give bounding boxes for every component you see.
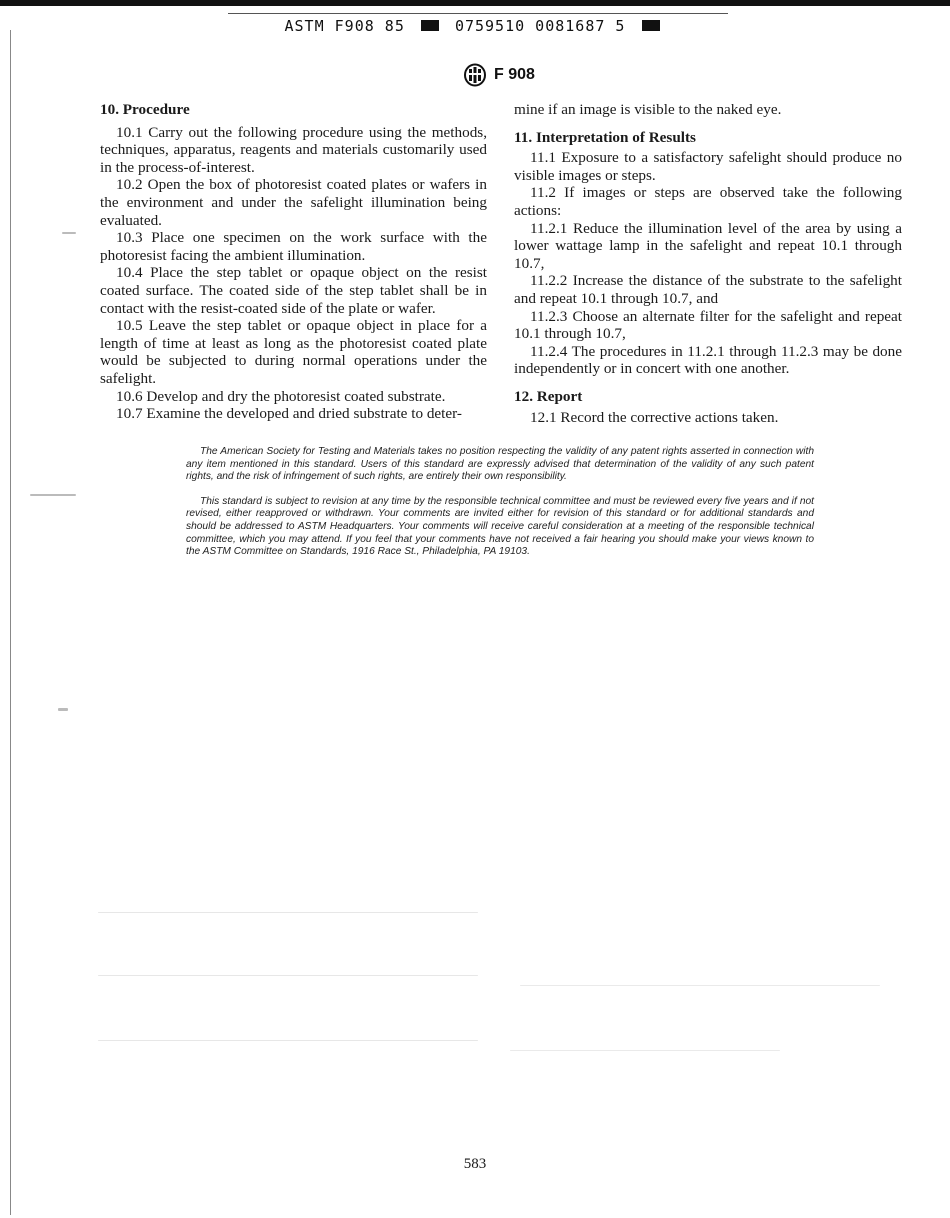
paragraph-11-2-3: 11.2.3 Choose an alternate filter for the safelight and repeat 10.1 through 10.7, — [514, 307, 902, 343]
scan-left-edge — [10, 30, 11, 1215]
paragraph-11-2-4: 11.2.4 The procedures in 11.2.1 through 11.2.3 may be done independently or in concert with one another. — [514, 342, 902, 378]
scan-noise — [98, 1040, 478, 1041]
paragraph-10-3: 10.3 Place one specimen on the work surface with the photoresist facing the ambient illumination. — [100, 229, 487, 264]
footnotes-block — [186, 446, 814, 571]
black-block-mark — [642, 20, 660, 31]
header-code-part1: ASTM F908 85 — [284, 17, 405, 35]
paragraph-10-4: 10.4 Place the step tablet or opaque object on the resist coated surface. The coated side of the step tablet shall be in contact with the resist-coated side of the plate or wafer. — [100, 264, 487, 317]
scan-line — [228, 13, 728, 14]
paragraph-10-2: 10.2 Open the box of photoresist coated plates or wafers in the environment and under the safelight illumination being evaluated. — [100, 176, 487, 229]
section-heading-procedure: 10. Procedure — [100, 101, 190, 118]
header-code-part2: 0759510 0081687 5 — [454, 17, 626, 35]
paragraph-10-1: 10.1 Carry out the following procedure using the methods, techniques, apparatus, reagents and materials customarily used in the process-of-interest. — [100, 123, 487, 176]
paragraph-10-5: 10.5 Leave the step tablet or opaque object in place for a length of time at least as long as the photoresist coated plate would be subjected to during normal operations under the safelight. — [100, 317, 487, 387]
revision-notice: This standard is subject to revision at any time by the responsible technical committee and must be reviewed every five years and if not revised, either reapproved or withdrawn. Your comments are invited either for revision of this standard or for additional standards and should be addressed to ASTM Headquarters. Your comments will receive careful consideration at a meeting of the responsible technical committee, which you may attend. If you feel that your comments have not received a fair hearing you should make your views known to the ASTM Committee on Standards, 1916 Race St., Philadelphia, PA 19103. — [186, 495, 814, 558]
section-heading-interpretation: 11. Interpretation of Results — [514, 128, 696, 146]
standard-number: F 908 — [494, 66, 535, 83]
scan-top-border — [0, 0, 950, 6]
paragraph-11-2-2: 11.2.2 Increase the distance of the substrate to the safelight and repeat 10.1 through 10.7, and — [514, 272, 902, 307]
scan-noise — [98, 912, 478, 913]
black-block-mark — [421, 20, 439, 31]
astm-logo-icon — [462, 63, 488, 87]
left-column — [100, 101, 487, 423]
document-header-code — [0, 17, 950, 35]
paragraph-10-6: 10.6 Develop and dry the photoresist coated substrate. — [116, 387, 446, 405]
paragraph-11-2-1: 11.2.1 Reduce the illumination level of the area by using a lower wattage lamp in the safelight and repeat 10.1 through 10.7, — [514, 219, 902, 272]
paragraph-10-7: 10.7 Examine the developed and dried substrate to deter- — [116, 405, 462, 423]
section-heading-report: 12. Report — [514, 387, 583, 405]
patent-notice: The American Society for Testing and Materials takes no position respecting the validity of any patent rights asserted in connection with any item mentioned in this standard. Users of this standard are expressly advised that determination of the validity of any such patent rights, and the risk of infringement of such rights, are entirely their own responsibility. — [186, 446, 814, 483]
standard-designation — [462, 64, 535, 86]
scan-noise — [62, 232, 76, 234]
paragraph-10-7-continuation: mine if an image is visible to the naked eye. — [514, 101, 782, 118]
page-number: 583 — [463, 1156, 487, 1172]
paragraph-12-1: 12.1 Record the corrective actions taken. — [530, 408, 779, 426]
scan-noise — [510, 1050, 780, 1051]
scan-noise — [520, 985, 880, 986]
paragraph-11-1: 11.1 Exposure to a satisfactory safelight should produce no visible images or steps. — [514, 149, 902, 184]
right-column — [514, 101, 902, 426]
scan-noise — [58, 708, 68, 711]
scan-noise — [30, 494, 76, 496]
scan-noise — [98, 975, 478, 976]
paragraph-11-2: 11.2 If images or steps are observed take the following actions: — [514, 184, 902, 219]
